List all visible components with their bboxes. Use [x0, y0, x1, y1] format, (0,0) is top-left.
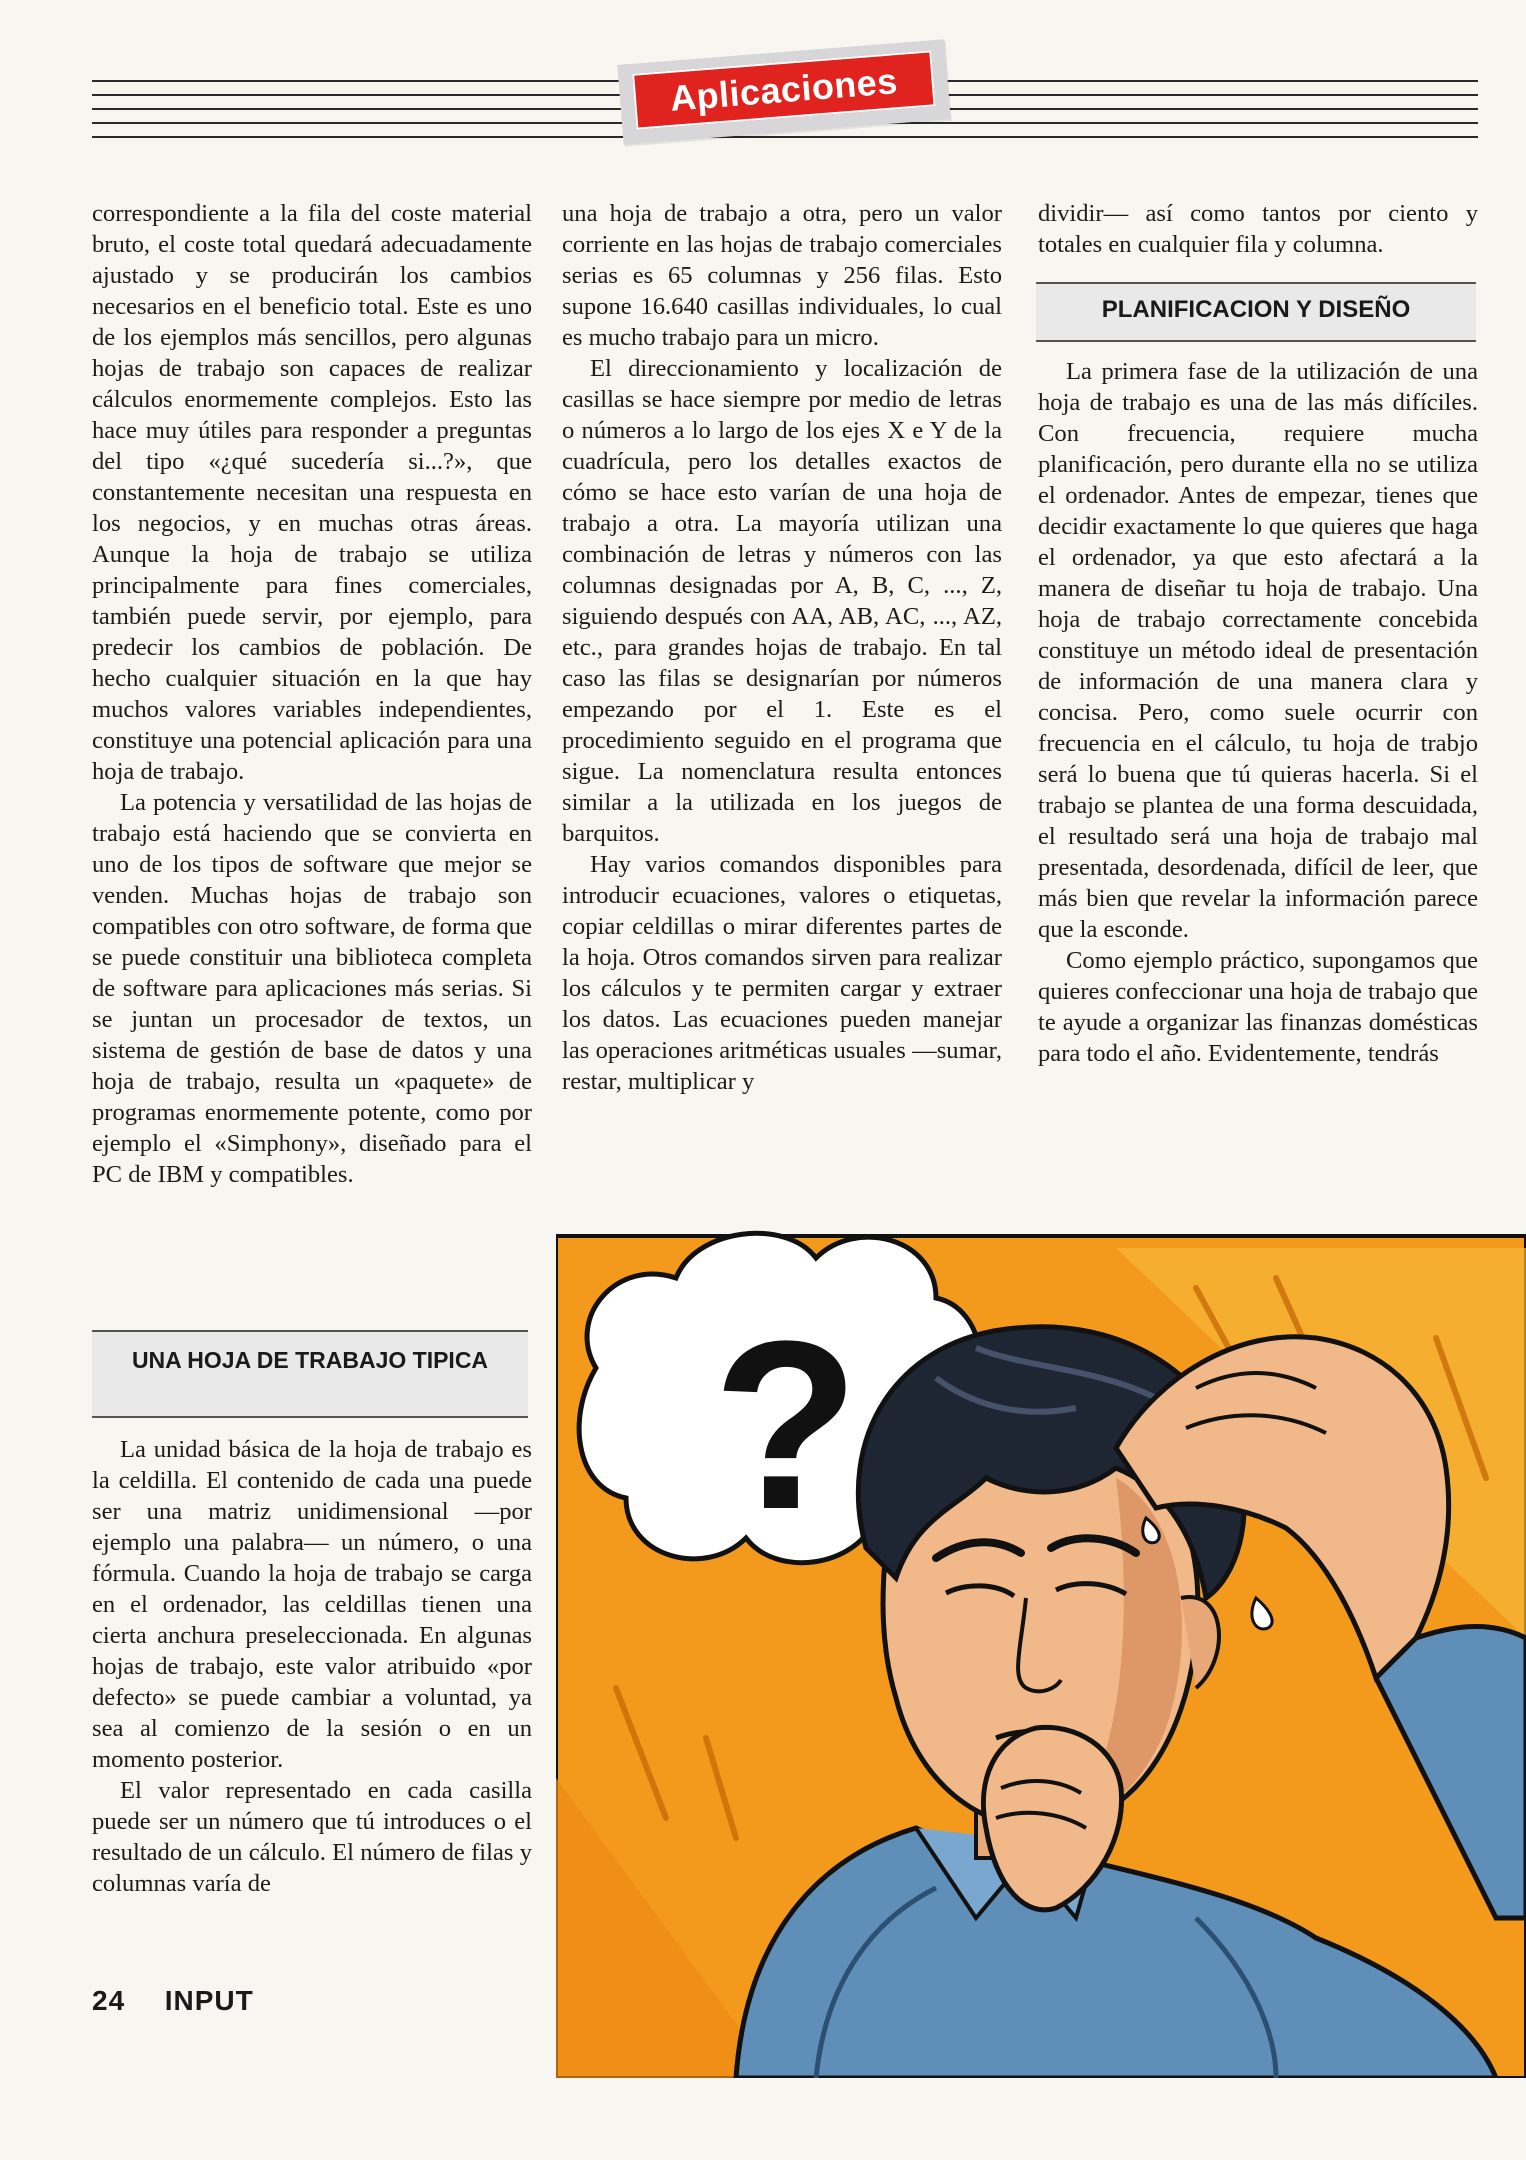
column-3: [1038, 198, 1478, 260]
col1-paragraph-1: correspondiente a la fila del coste material bruto, el coste total quedará adecuadamente ajustado y se producirán los cambios necesarios en el beneficio total. Este es uno de los ejemplos más sencillos, pero algunas hojas de trabajo son capaces de realizar cálculos enormemente complejos. Esto las hace muy útiles para responder a preguntas del tipo «¿qué sucedería si...?», que constantemente necesitan una respuesta en los negocios, y en muchas otras áreas. Aunque la hoja de trabajo se utiliza principalmente para fines comerciales, también puede servir, por ejemplo, para predecir los cambios de población. De hecho cualquier situación en la que hay muchos valores variables independientes, constituye una potencial aplicación para una hoja de trabajo.: [92, 200, 532, 785]
question-mark-icon: ?: [712, 1291, 860, 1559]
section-heading-hoja-tipica: [92, 1330, 528, 1418]
col1-paragraph-2: La potencia y versatilidad de las hojas de trabajo está haciendo que se convierta en uno de los tipos de software que mejor se venden. Muchas hojas de trabajo son compatibles con otro software, de forma que se puede constituir una biblioteca completa de software para aplicaciones más serias. Si se juntan un procesador de textos, un sistema de gestión de base de datos y una hoja de trabajo, resulta un «paquete» de programas enormemente potente, como por ejemplo el «Simphony», diseñado para el PC de IBM y compatibles.: [92, 789, 532, 1188]
section-tag-label: Aplicaciones: [668, 60, 900, 119]
magazine-name: INPUT: [164, 1985, 254, 2016]
section-heading-text: UNA HOJA DE TRABAJO TIPICA: [131, 1347, 489, 1373]
col2-paragraph-1: una hoja de trabajo a otra, pero un valor corriente en las hojas de trabajo comerciales serias es 65 columnas y 256 filas. Esto supone 16.640 casillas individuales, lo cual es mucho trabajo para un micro.: [562, 200, 1002, 351]
column-3-continued: [1038, 356, 1478, 1069]
column-2: [562, 198, 1002, 1097]
col3b-paragraph-1: La primera fase de la utilización de una hoja de trabajo es una de las más difíciles. Con frecuencia, requiere mucha planificación, pero durante ella no se utiliza el ordenador. Antes de empezar, tienes que decidir exactamente lo que quieres que haga el ordenador, ya que esto afectará a la manera de diseñar tu hoja de trabajo. Una hoja de trabajo correctamente concebida constituye un método ideal de presentación de información de una manera clara y concisa. Pero, como suele ocurrir con frecuencia en el cálculo, tu hoja de trabjo será lo buena que tú quieras hacerla. Si el trabajo se plantea de una forma descuidada, el resultado será una hoja de trabajo mal presentada, desordenada, difícil de leer, que más bien que revelar la información parece que la esconde.: [1038, 358, 1478, 943]
section-heading-planificacion: [1036, 282, 1476, 342]
col2-paragraph-2: El direccionamiento y localización de casillas se hace siempre por medio de letras o números a lo largo de los ejes X e Y de la cuadrícula, pero los detalles exactos de cómo se hace esto varían de una hoja de trabajo a otra. La mayoría utilizan una combinación de letras y números con las columnas designadas por A, B, C, ..., Z, siguiendo después con AA, AB, AC, ..., AZ, etc., para grandes hojas de trabajo. En tal caso las filas se designarían por números empezando por el 1. Este es el procedimiento seguido en el programa que sigue. La nomenclatura resulta entonces similar a la utilizada en los juegos de barquitos.: [562, 355, 1002, 847]
puzzled-man-illustration: [556, 1218, 1526, 2078]
col1b-paragraph-2: El valor representado en cada casilla puede ser un número que tú introduces o el resultado de un cálculo. El número de filas y columnas varía de: [92, 1777, 532, 1897]
col2-paragraph-3: Hay varios comandos disponibles para introducir ecuaciones, valores o etiquetas, copiar celdillas o mirar diferentes partes de la hoja. Otros comandos sirven para realizar los cálculos y te permiten cargar y extraer los datos. Las ecuaciones pueden manejar las operaciones aritméticas usuales —sumar, restar, multiplicar y: [562, 851, 1002, 1095]
section-heading-text: PLANIFICACION Y DISEÑO: [1101, 296, 1411, 323]
page-footer: [92, 1985, 254, 2017]
col1b-paragraph-1: La unidad básica de la hoja de trabajo es la celdilla. El contenido de cada una puede ser una matriz unidimensional —por ejemplo una palabra— un número, o una fórmula. Cuando la hoja de trabajo se carga en el ordenador, las celdillas tienen una cierta anchura preseleccionada. En algunas hojas de trabajo, este valor atribuido «por defecto» se puede cambiar a voluntad, ya sea al comienzo de la sesión o en un momento posterior.: [92, 1436, 532, 1773]
col3-paragraph-1: dividir— así como tantos por ciento y totales en cualquier fila y columna.: [1038, 200, 1478, 258]
column-1-continued: [92, 1434, 532, 1899]
page-number: 24: [92, 1985, 126, 2016]
col3b-paragraph-2: Como ejemplo práctico, supongamos que quieres confeccionar una hoja de trabajo que te ayude a organizar las finanzas domésticas para todo el año. Evidentemente, tendrás: [1038, 947, 1478, 1067]
column-1: [92, 198, 532, 1190]
